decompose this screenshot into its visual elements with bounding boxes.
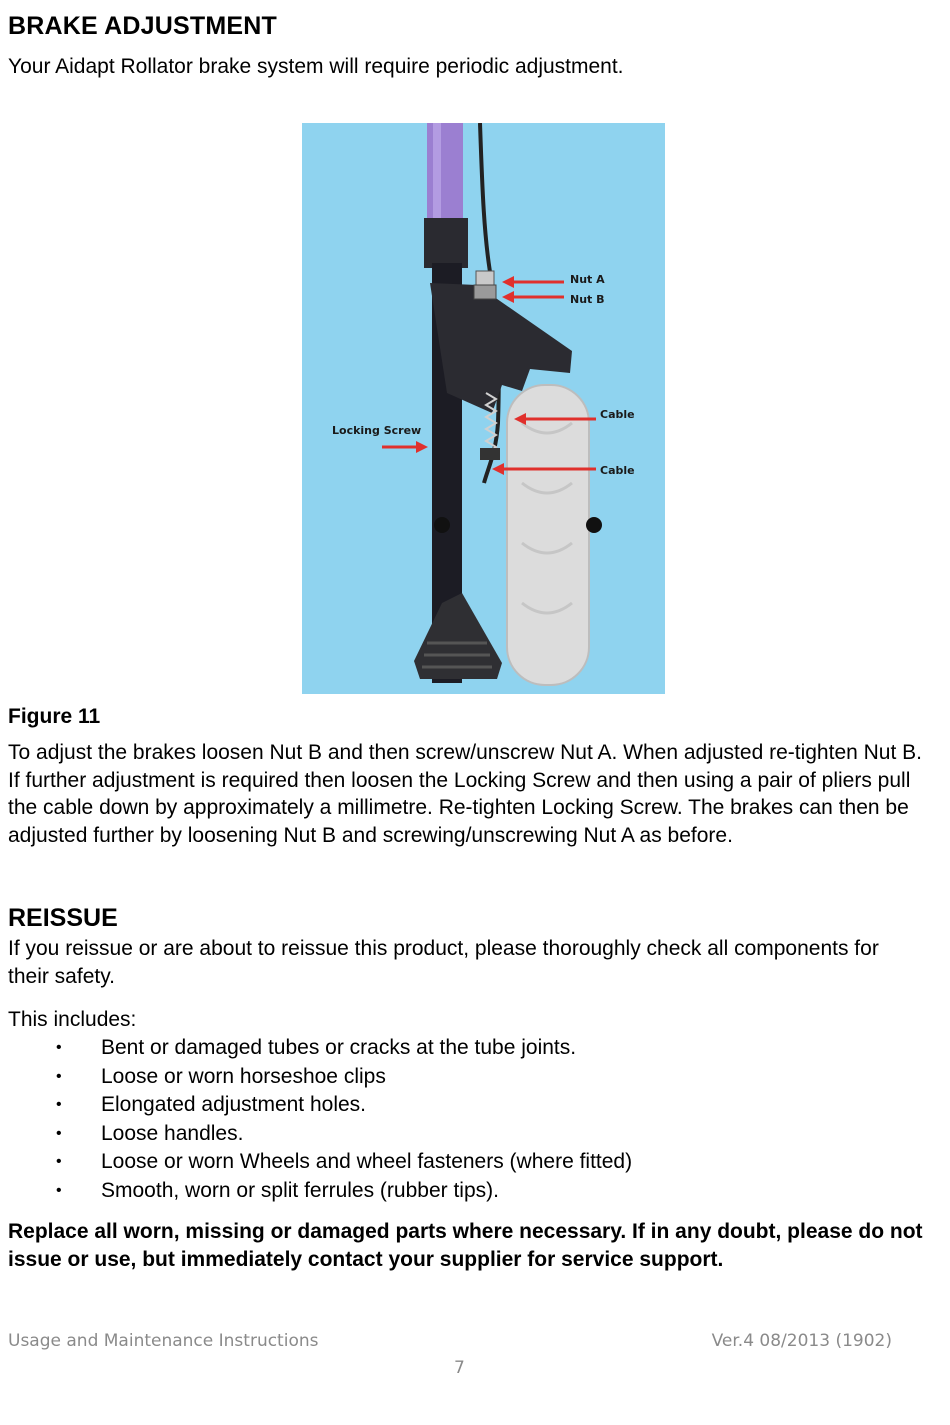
nut-a-shape bbox=[476, 271, 494, 285]
wheel bbox=[507, 385, 589, 685]
reissue-paragraph: If you reissue or are about to reissue this product, please thoroughly check all components for their safety. bbox=[8, 937, 879, 988]
tube-collar bbox=[424, 218, 468, 268]
list-item-text: Smooth, worn or split ferrules (rubber tips). bbox=[101, 1178, 499, 1202]
bullet-icon: • bbox=[56, 1096, 62, 1114]
bullet-icon: • bbox=[56, 1067, 62, 1085]
bullet-icon: • bbox=[56, 1124, 62, 1142]
purple-tube bbox=[427, 123, 463, 223]
reissue-heading: REISSUE bbox=[8, 904, 118, 932]
list-item-text: Loose handles. bbox=[101, 1121, 244, 1145]
figure-caption: Figure 11 bbox=[8, 705, 101, 728]
bullet-icon: • bbox=[56, 1153, 62, 1171]
intro-paragraph: Your Aidapt Rollator brake system will require periodic adjustment. bbox=[8, 55, 624, 78]
includes-label: This includes: bbox=[8, 1008, 137, 1031]
footer-document-title: Usage and Maintenance Instructions bbox=[8, 1331, 319, 1351]
section-heading: BRAKE ADJUSTMENT bbox=[8, 12, 277, 40]
label-nut-a: Nut A bbox=[570, 273, 605, 286]
list-item-text: Loose or worn Wheels and wheel fasteners (where fitted) bbox=[101, 1150, 633, 1174]
axle-bolt-right bbox=[586, 517, 602, 533]
brake-figure bbox=[302, 123, 665, 694]
axle-bolt-left bbox=[434, 517, 450, 533]
footer-version: Ver.4 08/2013 (1902) bbox=[711, 1331, 892, 1351]
bullet-icon: • bbox=[56, 1039, 62, 1056]
bullet-icon: • bbox=[56, 1181, 62, 1199]
label-cable-2: Cable bbox=[600, 464, 635, 477]
list-item-text: Elongated adjustment holes. bbox=[101, 1093, 367, 1117]
label-nut-b: Nut B bbox=[570, 293, 605, 306]
list-item-text: Loose or worn horseshoe clips bbox=[101, 1064, 386, 1088]
list-item-text: Bent or damaged tubes or cracks at the tube joints. bbox=[101, 1036, 577, 1059]
label-locking-screw: Locking Screw bbox=[332, 424, 422, 437]
label-cable-1: Cable bbox=[600, 408, 635, 421]
adjustment-instructions: To adjust the brakes loosen Nut B and then screw/unscrew Nut A. When adjusted re-tighten Nut B. If further adjustment is required then loosen the Locking Screw and then using a pair of pliers pull the cable down by approximately a millimetre. Re-tighten Locking Screw. The brakes can then be adjusted further by loosening Nut B and screwing/unscrewing Nut A as before. bbox=[8, 741, 922, 847]
locking-screw-shape bbox=[480, 448, 500, 460]
warning-paragraph: Replace all worn, missing or damaged parts where necessary. If in any doubt, please do not issue or use, but immediately contact your supplier for service support. bbox=[8, 1220, 923, 1271]
nut-b-shape bbox=[474, 285, 496, 299]
page-number: 7 bbox=[454, 1358, 465, 1378]
